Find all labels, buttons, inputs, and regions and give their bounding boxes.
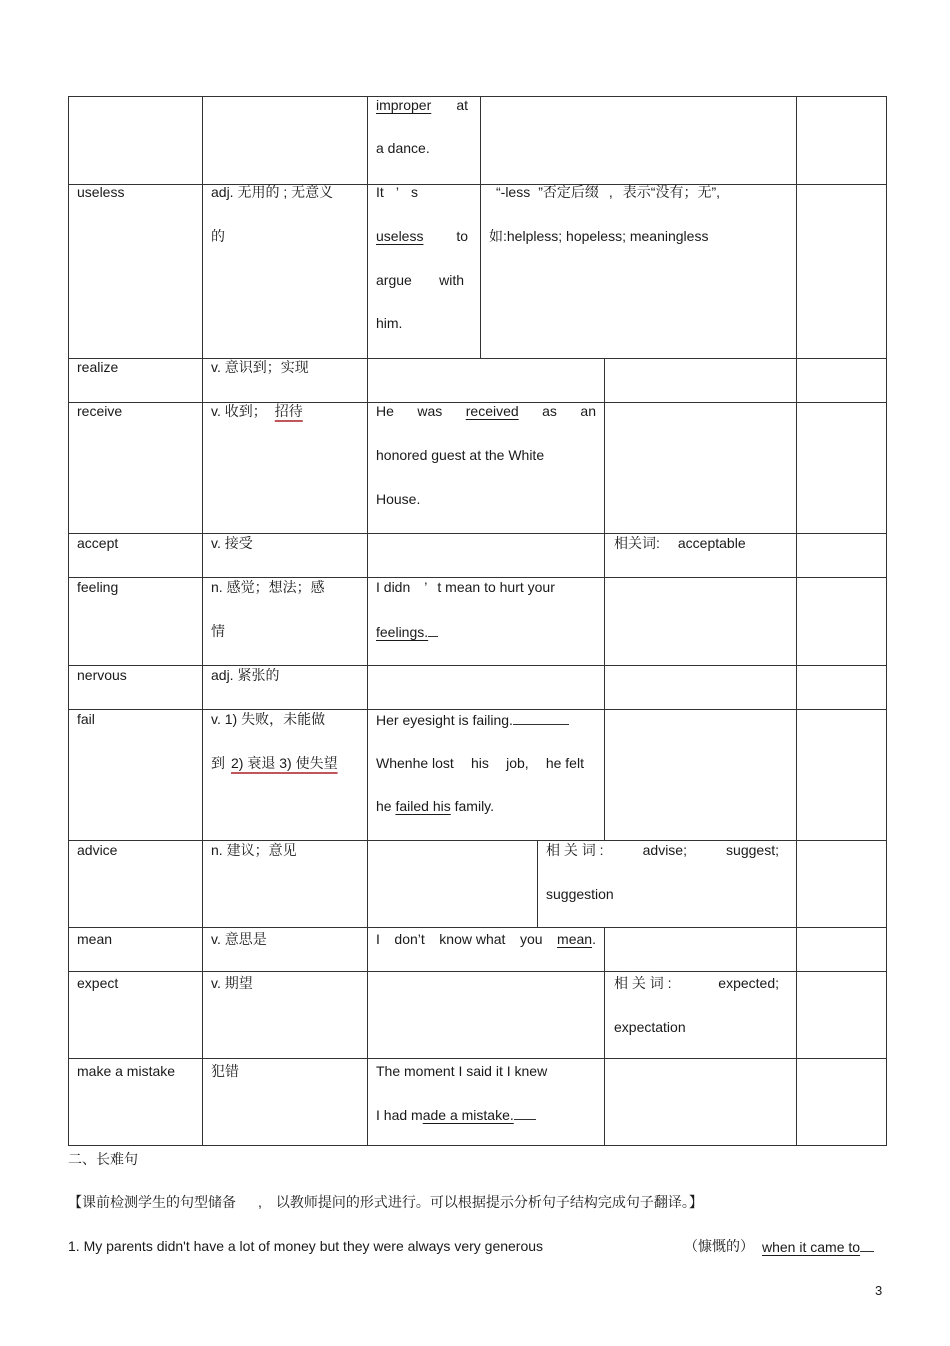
row0-example-line1: improper at <box>376 97 468 113</box>
meaning-fail-line1: v. 1) 失败，未能做 <box>211 711 326 727</box>
example-fail-line3: he failed his family. <box>376 798 495 814</box>
related-expect-line1: 相 关 词 : expected; <box>614 975 779 991</box>
example-receive-line1: He was received as an <box>376 403 596 419</box>
word-feeling: feeling <box>77 579 119 595</box>
word-make-a-mistake: make a mistake <box>77 1063 176 1079</box>
meaning-mean: v. 意思是 <box>211 931 267 947</box>
related-expect-line2: expectation <box>614 1019 686 1035</box>
example-fail-line2: Whenhe lost his job, he felt <box>376 755 584 771</box>
word-useless: useless <box>77 184 125 200</box>
related-advice-line2: suggestion <box>546 886 614 902</box>
example-useless-line3: argue with <box>376 272 464 288</box>
meaning-expect: v. 期望 <box>211 975 253 991</box>
sentence-1-continuation: when it came to <box>762 1237 874 1256</box>
sentence-1-hint: （慷慨的） <box>684 1238 754 1254</box>
note-useless-line1: “-less ”否定后缀 , 表示“没有；无”, <box>496 184 721 200</box>
meaning-accept: v. 接受 <box>211 535 253 551</box>
meaning-feeling-line2: 情 <box>211 623 225 639</box>
meaning-make-a-mistake: 犯错 <box>211 1063 239 1079</box>
example-useless-line2: useless to <box>376 228 468 244</box>
meaning-advice: n. 建议；意见 <box>211 842 297 858</box>
example-fail-line1: Her eyesight is failing. <box>376 710 569 729</box>
sentence-1-text: 1. My parents didn't have a lot of money but they were always very generous <box>68 1238 544 1254</box>
section-instruction: 【课前检测学生的句型储备 , 以教师提问的形式进行。可以根据提示分析句子结构完成句子翻译。】 <box>68 1194 703 1210</box>
meaning-receive: v. 收到； 招待 <box>211 403 303 419</box>
word-receive: receive <box>77 403 123 419</box>
word-mean: mean <box>77 931 113 947</box>
page-number: 3 <box>875 1283 883 1298</box>
example-receive-line3: House. <box>376 491 421 507</box>
example-make-a-mistake-line2: I had made a mistake. <box>376 1105 536 1124</box>
example-mean: I don’t know what you mean. <box>376 931 596 947</box>
meaning-realize: v. 意识到；实现 <box>211 359 309 375</box>
example-receive-line2: honored guest at the White <box>376 447 545 463</box>
word-accept: accept <box>77 535 119 551</box>
related-accept: 相关词: acceptable <box>614 535 746 551</box>
meaning-useless-line1: adj. 无用的 ; 无意义 <box>211 184 334 200</box>
word-expect: expect <box>77 975 119 991</box>
word-advice: advice <box>77 842 118 858</box>
meaning-useless-line2: 的 <box>211 228 225 244</box>
example-useless-line1: It ’ s <box>376 184 418 200</box>
example-feeling-line2: feelings. <box>376 622 438 641</box>
related-advice-line1: 相 关 词 : advise; suggest; <box>546 842 779 858</box>
section-heading: 二、长难句 <box>68 1151 138 1167</box>
word-realize: realize <box>77 359 119 375</box>
example-useless-line4: him. <box>376 315 403 331</box>
example-feeling-line1: I didn ’ t mean to hurt your <box>376 579 555 595</box>
meaning-fail-line2: 到 2) 衰退 3) 使失望 <box>211 755 338 771</box>
meaning-feeling-line1: n. 感觉；想法；感 <box>211 579 325 595</box>
meaning-nervous: adj. 紧张的 <box>211 667 280 683</box>
word-fail: fail <box>77 711 95 727</box>
word-nervous: nervous <box>77 667 127 683</box>
example-make-a-mistake-line1: The moment I said it I knew <box>376 1063 548 1079</box>
note-useless-line2: 如:helpless; hopeless; meaningless <box>489 228 709 244</box>
row0-example-line2: a dance. <box>376 140 430 156</box>
